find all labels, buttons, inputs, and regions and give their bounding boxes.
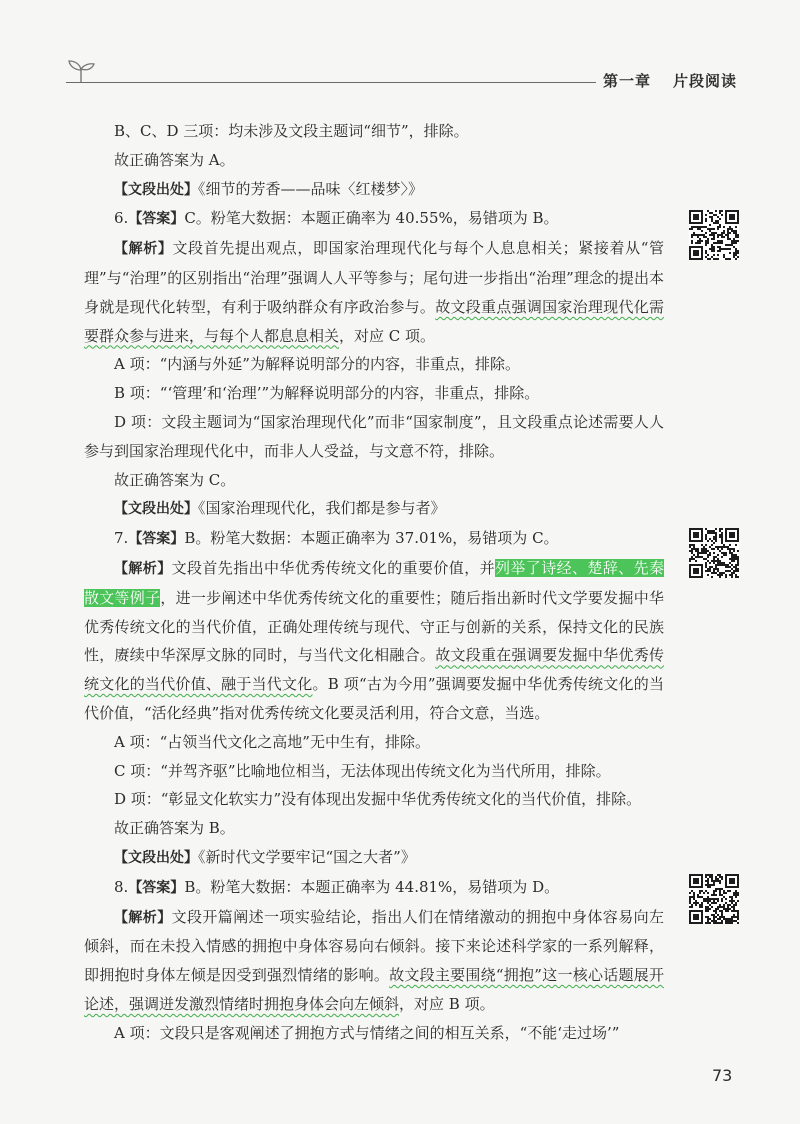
sprout-icon [66,58,96,84]
source-tag: 【文段出处】 [114,501,198,518]
analysis-end: ，对应 C 项。 [339,326,436,345]
analysis-tag: 【解析】 [114,909,172,926]
highlighted-text: 列举了诗经、楚辞、先秦散文等例子 [84,558,664,607]
page-content [84,117,664,1048]
answer-line-q6 [84,204,664,234]
chapter-heading [603,70,737,91]
qr-code-icon [689,528,739,578]
text-line: 故正确答案为 A。 [114,150,235,169]
analysis-tag: 【解析】 [114,560,172,577]
source-tag: 【文段出处】 [114,849,198,866]
answer-line-q7 [84,524,664,554]
source-line-q6 [84,494,664,524]
analysis-text: 文段首先提出观点，即国家治理现代化与每个人息息相关；紧接着从“管理”与“治理”的区别指出“治理”强调人人平等参与；尾句进一步指出“治理”理念的提出本身就是现代化转型，有利于吸纳群众有序政治参与。 [84,239,664,316]
answer-text: C。粉笔大数据：本题正确率为 40.55%，易错项为 B。 [184,209,559,228]
key-point-underline: 故文段重在强调要发掘中华优秀传统文化的当代价值、融于当代文化 [84,646,664,694]
analysis-end: ，对应 B 项。 [399,994,495,1013]
qr-code-icon [689,210,739,260]
question-number: 6. [114,209,129,228]
answer-line-q8 [84,873,664,903]
analysis-end: 。B 项“古为今用”强调要发掘中华优秀传统文化的当代价值，“活化经典”指对优秀传统文化要灵活利用，符合文意，当选。 [84,675,664,722]
answer-tag: 【答案】 [128,211,185,228]
chapter-label: 第一章 [603,72,652,90]
conclusion-q7: 故正确答案为 B。 [114,819,235,838]
answer-text: B。粉笔大数据：本题正确率为 37.01%，易错项为 C。 [184,529,559,548]
qr-code-icon [689,874,739,924]
qr-code-question-6[interactable] [689,210,739,260]
header-rule [66,82,596,83]
answer-tag: 【答案】 [128,531,185,548]
option-d-q6: D 项：文段主题词为“国家治理现代化”而非“国家制度”，且文段重点论述需要人人参与到国家治理现代化中，而非人人受益，与文意不符，排除。 [84,412,664,460]
analysis-q6 [84,234,664,350]
analysis-text: 文段首先指出中华优秀传统文化的重要价值，并 [171,558,495,577]
question-number: 8. [114,877,129,896]
source-title: 《细节的芳香——品味〈红楼梦〉》 [198,179,424,198]
analysis-q7 [84,554,664,728]
question-number: 7. [114,529,129,548]
chapter-title: 片段阅读 [673,72,738,90]
conclusion-q6: 故正确答案为 C。 [114,470,236,489]
source-line-q7 [84,843,664,873]
source-line-q5 [84,175,664,205]
key-point-underline: 故文段重点强调国家治理现代化需要群众参与进来，与每个人都息息相关 [84,297,664,345]
qr-code-question-8[interactable] [689,874,739,924]
source-title: 《新时代文学要牢记“国之大者”》 [198,847,416,866]
analysis-q8 [84,903,664,1019]
option-c-q7: C 项：“并驾齐驱”比喻地位相当，无法体现出传统文化为当代所用，排除。 [114,761,611,780]
text-line: B、C、D 三项：均未涉及文段主题词“细节”，排除。 [114,122,469,140]
option-d-q7: D 项：“彰显文化软实力”没有体现出发掘中华优秀传统文化的当代价值，排除。 [114,790,642,809]
answer-text: B。粉笔大数据：本题正确率为 44.81%，易错项为 D。 [184,877,560,896]
key-point-underline: 故文段主要围绕“拥抱”这一核心话题展开论述，强调迸发激烈情绪时拥抱身体会向左倾斜 [84,966,664,1013]
answer-tag: 【答案】 [128,879,185,896]
option-a-q8: A 项：文段只是客观阐述了拥抱方式与情绪之间的相互关系，“不能‘走过场’” [114,1023,620,1042]
source-title: 《国家治理现代化，我们都是参与者》 [198,499,446,518]
source-tag: 【文段出处】 [114,181,198,198]
qr-code-question-7[interactable] [689,528,739,578]
analysis-tag: 【解析】 [114,241,173,258]
option-a-q7: A 项：“占领当代文化之高地”无中生有，排除。 [114,732,430,751]
page-number: 73 [712,1066,733,1085]
analysis-text: ，进一步阐述中华优秀传统文化的重要性；随后指出新时代文学要发掘中华优秀传统文化的当代价值，正确处理传统与现代、守正与创新的关系，保持文化的民族性，赓续中华深厚文脉的同时，与当代文化相融合。 [84,588,664,665]
option-a-q6: A 项：“内涵与外延”为解释说明部分的内容，非重点，排除。 [114,355,520,374]
option-b-q6: B 项：“‘管理’和‘治理’”为解释说明部分的内容，非重点，排除。 [114,384,540,403]
analysis-text: 文段开篇阐述一项实验结论，指出人们在情绪激动的拥抱中身体容易向左倾斜，而在未投入情感的拥抱中身体容易向右倾斜。接下来论述科学家的一系列解释，即拥抱时身体左倾是因受到强烈情绪的影响。 [84,907,664,985]
